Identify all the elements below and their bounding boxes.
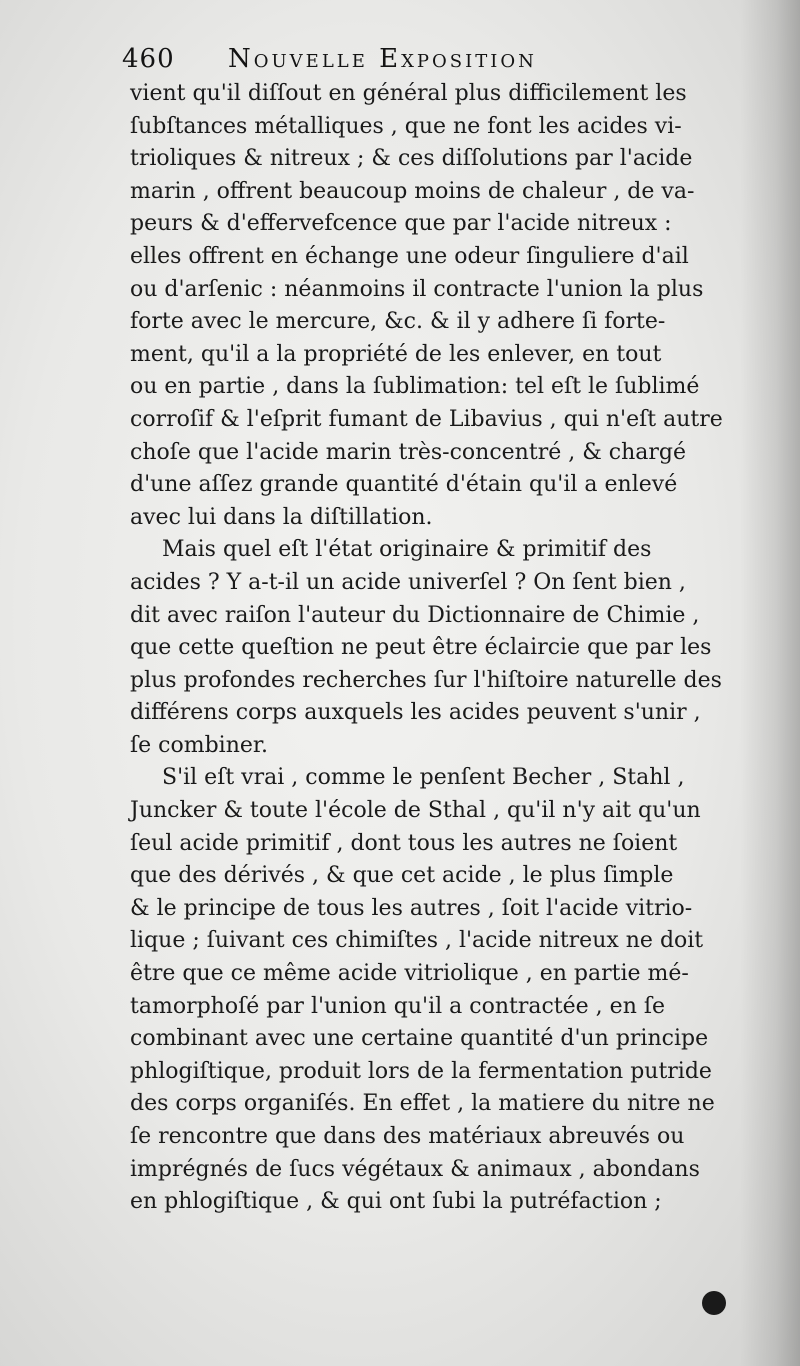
text-line: forte avec le mercure, &c. & il y adhere ſi forte- (130, 309, 666, 335)
text-line: Juncker & toute l'école de Sthal , qu'il n'y ait qu'un (130, 798, 701, 824)
text-line: tamorphoſé par l'union qu'il a contractée , en ſe (130, 993, 666, 1019)
text-line: corroſif & l'eſprit fumant de Libavius , qui n'eſt autre (130, 406, 723, 432)
text-line: en phlogiſtique , & qui ont ſubi la putréfaction ; (130, 1189, 662, 1215)
text-line: ſe combiner. (130, 732, 268, 758)
text-line: elles offrent en échange une odeur ſinguliere d'ail (130, 243, 689, 269)
text-line: ſubſtances métalliques , que ne font les acides vi- (130, 113, 682, 139)
paragraph-start-line: Mais quel eſt l'état originaire & primitif des (162, 537, 652, 563)
text-line: dit avec raiſon l'auteur du Dictionnaire de Chimie , (130, 602, 700, 628)
ink-blot (702, 1291, 726, 1315)
text-line: vient qu'il diſſout en général plus difficilement les (130, 81, 687, 106)
text-line: & le principe de tous les autres , ſoit l'acide vitrio- (130, 895, 693, 921)
text-line: ſeul acide primitif , dont tous les autres ne ſoient (130, 830, 678, 856)
text-line: être que ce même acide vitriolique , en partie mé- (130, 961, 689, 987)
text-line: trioliques & nitreux ; & ces diſſolutions par l'acide (130, 146, 693, 172)
text-line: ment, qu'il a la propriété de les enlever, en tout (130, 341, 662, 367)
text-line: avec lui dans la diſtillation. (130, 504, 433, 530)
text-line: combinant avec une certaine quantité d'un principe (130, 1026, 709, 1052)
text-line: d'une aſſez grande quantité d'étain qu'il a enlevé (130, 472, 678, 498)
text-line: ou d'arſenic : néanmoins il contracte l'union la plus (130, 276, 704, 302)
page-header (122, 42, 632, 82)
text-line: que cette queſtion ne peut être éclaircie que par les (130, 635, 712, 661)
text-line: des corps organiſés. En effet , la matiere du nitre ne (130, 1091, 715, 1117)
text-line: imprégnés de ſucs végétaux & animaux , abondans (130, 1156, 700, 1182)
text-line: phlogiſtique, produit lors de la fermentation putride (130, 1058, 712, 1084)
text-line: choſe que l'acide marin très-concentré , & chargé (130, 439, 687, 465)
text-line: acides ? Y a-t-il un acide univerſel ? On ſent bien , (130, 569, 686, 595)
body-text (130, 78, 740, 1219)
page-gutter-shadow (740, 0, 800, 1366)
paragraph-start-line: S'il eſt vrai , comme le penſent Becher , Stahl , (162, 765, 685, 791)
text-line: ſe rencontre que dans des matériaux abreuvés ou (130, 1124, 685, 1149)
text-line: ou en partie , dans la ſublimation: tel eſt le ſublimé (130, 374, 700, 400)
text-line: peurs & d'effervefcence que par l'acide nitreux : (130, 211, 672, 237)
text-line: différens corps auxquels les acides peuvent s'unir , (130, 700, 701, 726)
text-line: plus profondes recherches ſur l'hiſtoire naturelle des (130, 667, 722, 693)
text-line: que des dérivés , & que cet acide , le plus ſimple (130, 863, 674, 889)
page-number: 460 (122, 44, 175, 74)
running-head: Nouvelle Exposition (228, 44, 537, 74)
text-line: lique ; ſuivant ces chimiſtes , l'acide nitreux ne doit (130, 928, 704, 954)
text-line: marin , offrent beaucoup moins de chaleur , de va- (130, 178, 695, 204)
